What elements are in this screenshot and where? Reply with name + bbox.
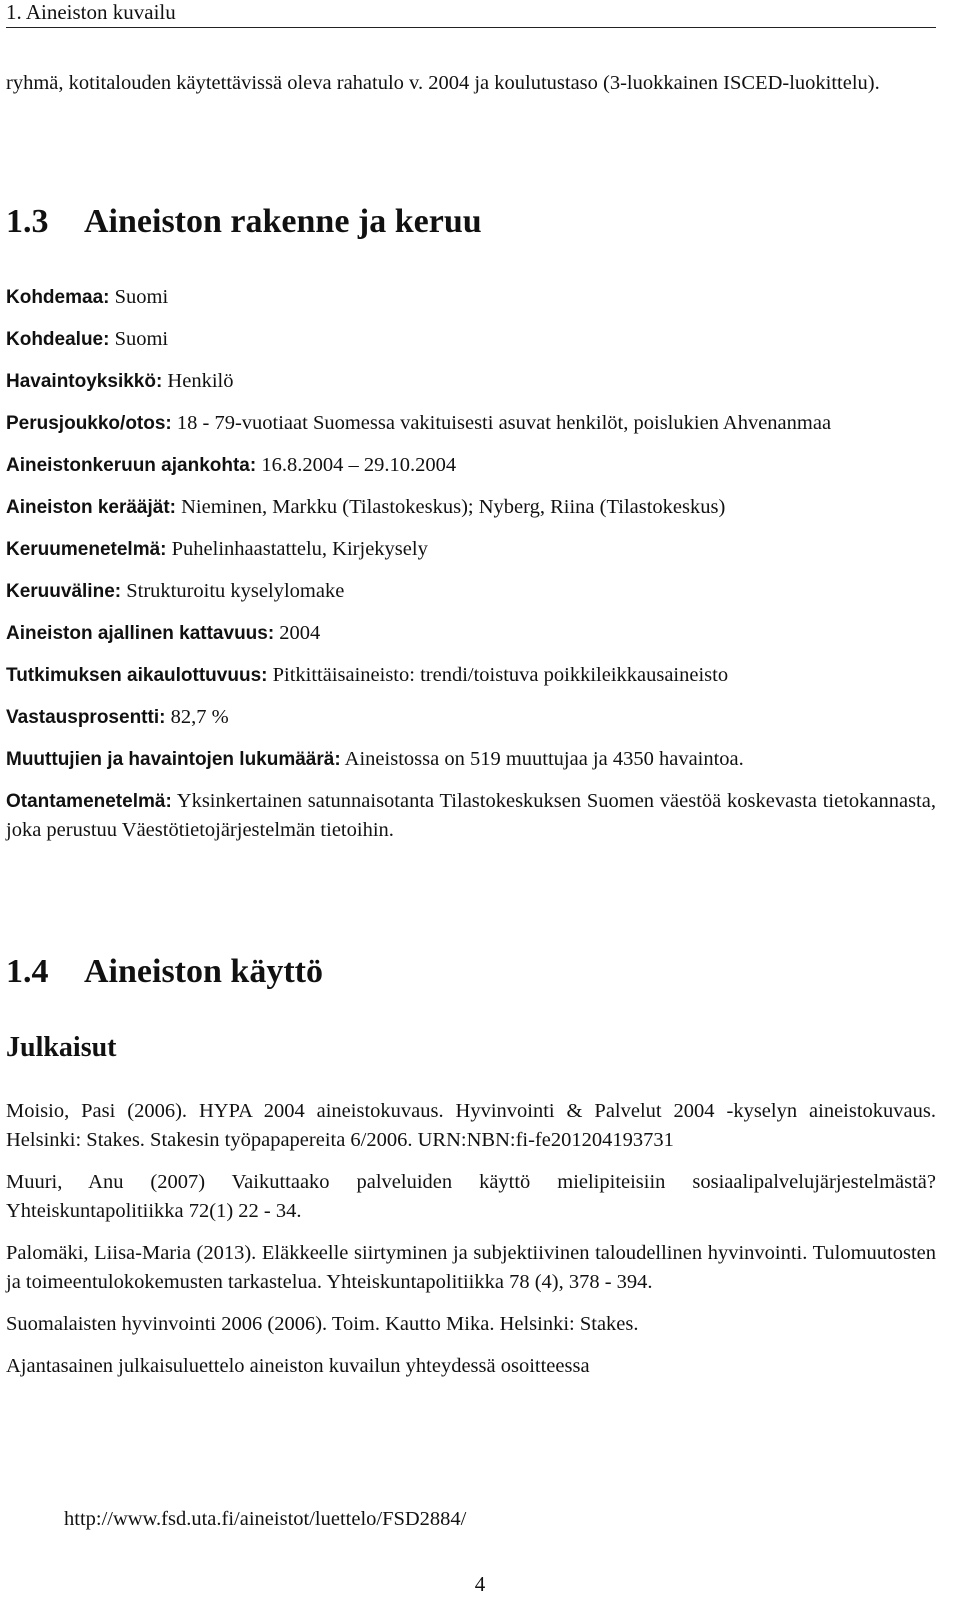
field-value: Henkilö [167, 370, 234, 392]
running-title: 1. Aineiston kuvailu [6, 0, 176, 24]
page-number: 4 [474, 1572, 486, 1596]
field-value: Suomi [114, 286, 169, 308]
field-label: Tutkimuksen aikaulottuvuus: [6, 665, 268, 686]
field-keruumenetelma [6, 535, 936, 564]
section-heading-1-4 [6, 953, 323, 991]
field-keruun-ajankohta [6, 451, 936, 480]
reference-item: Palomäki, Liisa-Maria (2013). Eläkkeelle siirtyminen ja subjektiivinen taloudellinen hyvinvointi. Tulomuutosten ja toimeentulokokemusten tarkastelua. Yhteiskuntapolitiikka 78 (4), 378 - 394. [6, 1242, 936, 1293]
field-label: Aineistonkeruun ajankohta: [6, 455, 257, 476]
field-ajallinen-kattavuus [6, 619, 936, 648]
section-title: Aineiston rakenne ja keruu [84, 203, 482, 240]
field-kohdealue [6, 325, 936, 354]
metadata-fields [6, 283, 936, 858]
section-number: 1.4 [6, 953, 49, 990]
field-keraajat [6, 493, 936, 522]
field-value: Puhelinhaastattelu, Kirjekysely [171, 538, 428, 560]
field-label: Kohdemaa: [6, 287, 110, 308]
field-label: Kohdealue: [6, 329, 110, 350]
field-value: Yksinkertainen satunnaisotanta Tilastokeskuksen Suomen väestöä koskevasta tietokannasta, joka perustuu Väestötietojärjestelmän tietoihin. [6, 790, 936, 841]
field-value: Strukturoitu kyselylomake [126, 580, 345, 602]
field-havaintoyksikko [6, 367, 936, 396]
field-perusjoukko [6, 409, 936, 438]
field-vastausprosentti [6, 703, 936, 732]
field-otantamenetelma [6, 787, 936, 845]
field-label: Keruumenetelmä: [6, 539, 167, 560]
field-label: Vastausprosentti: [6, 707, 166, 728]
intro-paragraph: ryhmä, kotitalouden käytettävissä oleva rahatulo v. 2004 ja koulutustaso (3-luokkainen ISCED-luokittelu). [6, 72, 880, 94]
field-label: Keruuväline: [6, 581, 122, 602]
field-value: Suomi [114, 328, 169, 350]
section-title: Aineiston käyttö [84, 953, 323, 990]
field-value: 2004 [279, 622, 321, 644]
field-kohdemaa [6, 283, 936, 312]
reference-item: Muuri, Anu (2007) Vaikuttaako palveluiden käyttö mielipiteisiin sosiaalipalvelujärjestelmästä? Yhteiskuntapolitiikka 72(1) 22 - 34. [6, 1171, 936, 1222]
running-header [6, 0, 936, 28]
field-value: Pitkittäisaineisto: trendi/toistuva poikkileikkausaineisto [272, 664, 729, 686]
reference-item: Ajantasainen julkaisuluettelo aineiston kuvailun yhteydessä osoitteessa [6, 1355, 590, 1377]
field-value: Nieminen, Markku (Tilastokeskus); Nyberg, Riina (Tilastokeskus) [181, 496, 726, 518]
reference-item: Suomalaisten hyvinvointi 2006 (2006). Toim. Kautto Mika. Helsinki: Stakes. [6, 1313, 639, 1335]
field-value: 18 - 79-vuotiaat Suomessa vakituisesti asuvat henkilöt, poislukien Ahvenanmaa [176, 412, 832, 434]
field-label: Havaintoyksikkö: [6, 371, 163, 392]
catalog-url-link[interactable]: http://www.fsd.uta.fi/aineistot/luettelo/FSD2884/ [64, 1508, 467, 1530]
field-label: Muuttujien ja havaintojen lukumäärä: [6, 749, 341, 770]
field-value: 16.8.2004 – 29.10.2004 [261, 454, 457, 476]
field-aikaulottuvuus [6, 661, 936, 690]
section-number: 1.3 [6, 203, 49, 240]
reference-item: Moisio, Pasi (2006). HYPA 2004 aineistokuvaus. Hyvinvointi & Palvelut 2004 -kyselyn aineistokuvaus. Helsinki: Stakes. Stakesin työpapapereita 6/2006. URN:NBN:fi-fe201204193731 [6, 1100, 936, 1151]
field-lukumaara [6, 745, 936, 774]
field-value: 82,7 % [170, 706, 229, 728]
field-label: Aineiston kerääjät: [6, 497, 176, 518]
subsection-heading-julkaisut: Julkaisut [6, 1032, 117, 1063]
reference-list [6, 1097, 936, 1394]
section-heading-1-3 [6, 203, 482, 241]
field-value: Aineistossa on 519 muuttujaa ja 4350 havaintoa. [344, 748, 744, 770]
field-label: Otantamenetelmä: [6, 791, 172, 812]
field-label: Aineiston ajallinen kattavuus: [6, 623, 275, 644]
field-keruuvaline [6, 577, 936, 606]
field-label: Perusjoukko/otos: [6, 413, 172, 434]
